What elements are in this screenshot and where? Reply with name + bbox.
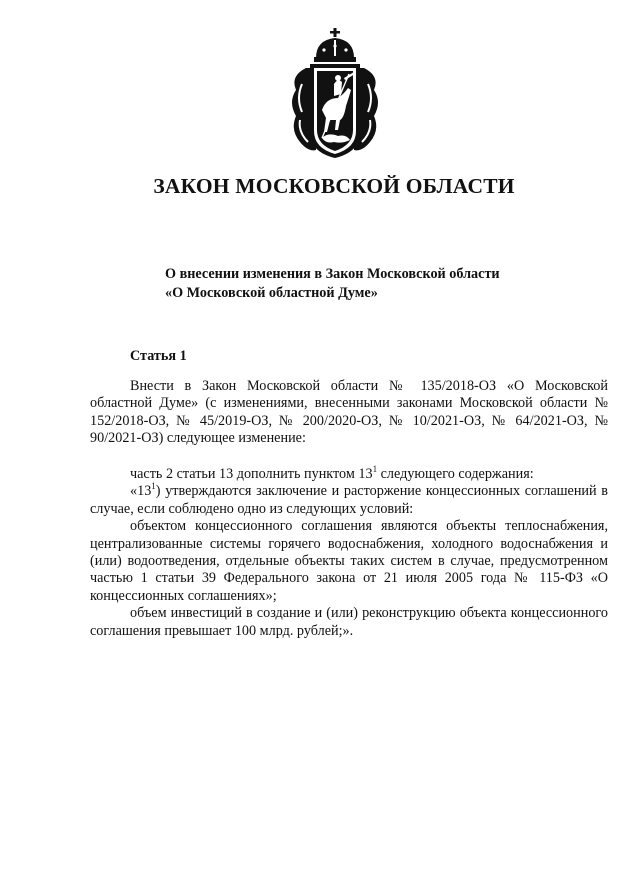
amendment-lead-text: часть 2 статьи 13 дополнить пунктом 13	[130, 466, 373, 482]
amendment-point-text: ) утверждаются заключение и расторжение концессионных соглашений в случае, если соблюдено одно из следующих условий:	[90, 483, 608, 517]
condition-paragraph: объем инвестиций в создание и (или) реконструкцию объекта концессионного соглашения превышает 100 млрд. рублей;».	[90, 605, 608, 639]
intro-section	[90, 378, 608, 448]
subtitle-line: «О Московской областной Думе»	[165, 285, 378, 301]
law-title: ЗАКОН МОСКОВСКОЙ ОБЛАСТИ	[153, 174, 515, 198]
amendment-section	[90, 466, 608, 640]
intro-paragraph: Внести в Закон Московской области № 135/2018-ОЗ «О Московской областной Думе» (с изменениями, внесенными законами Московской области № 152/2018-ОЗ, № 45/2019-ОЗ, № 200/2020-ОЗ, № 10/2021-ОЗ, № 64/2021-ОЗ, № 90/2021-ОЗ) следующее изменение:	[90, 378, 608, 447]
article-heading: Статья 1	[130, 348, 187, 364]
coat-of-arms-icon	[286, 28, 384, 168]
subtitle-line: О внесении изменения в Закон Московской области	[165, 266, 500, 282]
superscript: 1	[372, 464, 378, 474]
amendment-lead	[90, 466, 608, 483]
amendment-point	[90, 483, 608, 518]
superscript: 1	[151, 481, 156, 492]
condition-paragraph: объектом концессионного соглашения являются объекты теплоснабжения, централизованные системы горячего водоснабжения, холодного водоснабжения и (или) водоотведения, отдельные объекты таких систем в случае, предусмотренном частью 1 статьи 39 Федерального закона от 21 июля 2005 года № 115-ФЗ «О концессионных соглашениях»;	[90, 518, 608, 604]
amendment-lead-text: следующего содержания:	[377, 466, 534, 482]
amendment-point-text: «13	[130, 483, 152, 500]
law-subtitle	[165, 265, 585, 303]
